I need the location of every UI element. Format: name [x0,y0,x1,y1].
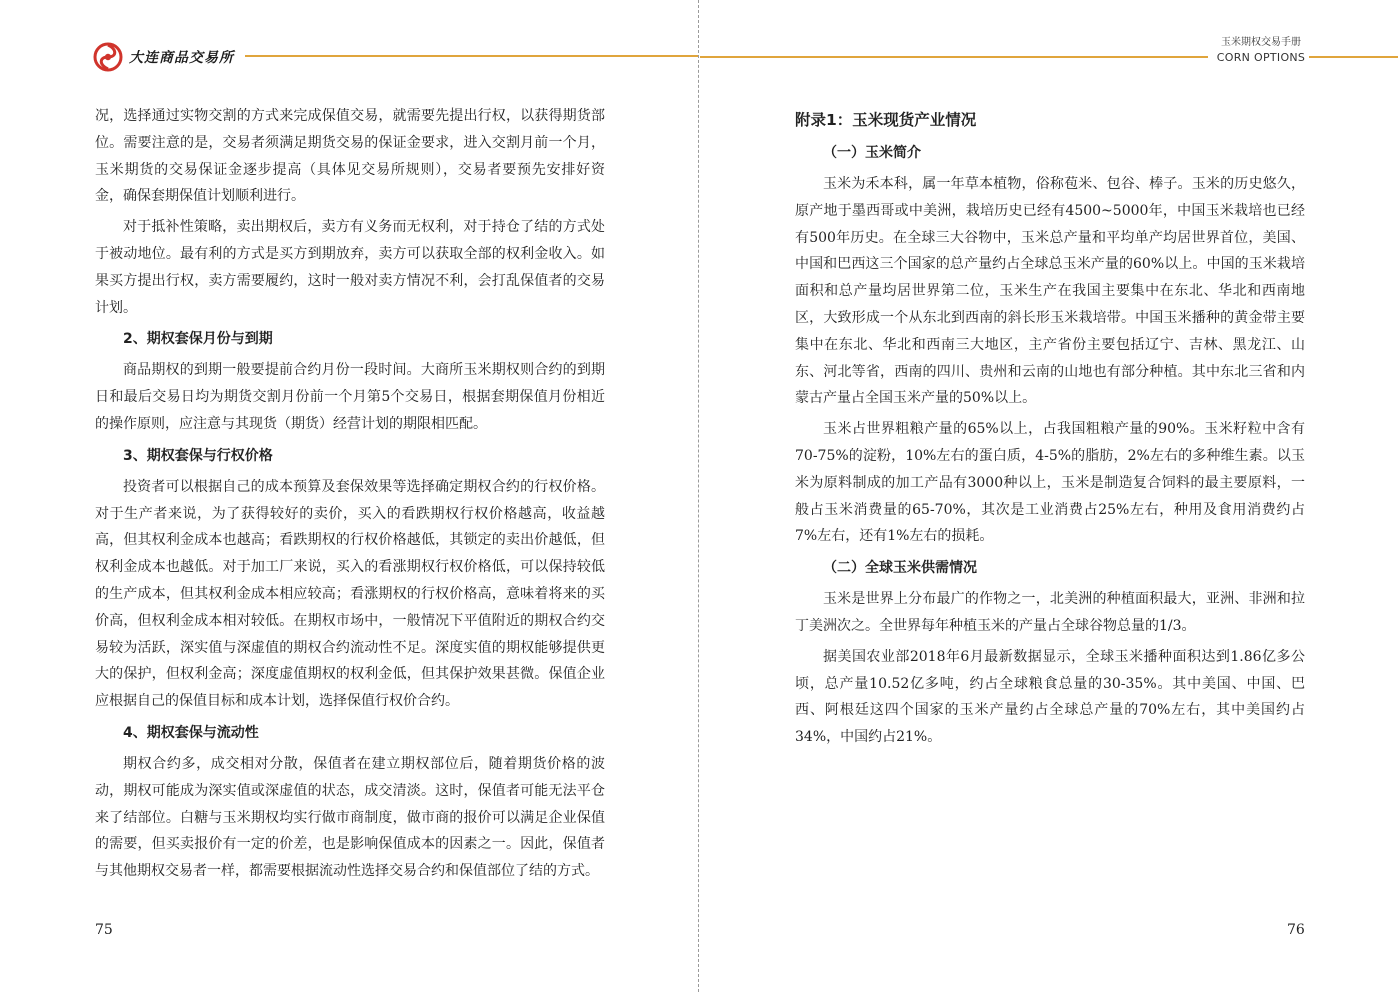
paragraph: 商品期权的到期一般要提前合约月份一段时间。大商所玉米期权则合约的到期日和最后交易日均为期货交割月份前一个月第5个交易日，根据套期保值月份相近的操作原则，应注意与其现货（期货）经营计划的期限相匹配。 [95,362,605,432]
paragraph: 玉米占世界粗粮产量的65%以上，占我国粗粮产量的90%。玉米籽粒中含有70-75%的淀粉，10%左右的蛋白质，4-5%的脂肪，2%左右的多种维生素。以玉米为原料制成的加工产品有3000种以上，玉米是制造复合饲料的最主要原料，一般占玉米消费量的65-70%，其次是工业消费占25%左右，种用及食用消费约占7%左右，还有1%左右的损耗。 [795,421,1305,545]
paragraph: 据美国农业部2018年6月最新数据显示，全球玉米播种面积达到1.86亿多公顷，总产量10.52亿多吨，约占全球粮食总量的30-35%。其中美国、中国、巴西、阿根廷这四个国家的玉米产量约占全球总产量的70%左右，其中美国约占34%，中国约占21%。 [795,648,1305,746]
brand-en: CORN OPTIONS [1216,51,1306,64]
left-page-body [95,103,605,889]
dce-logo [93,41,234,73]
header-rule [1309,56,1398,58]
manual-brand [1216,36,1306,65]
section-heading: （二）全球玉米供需情况 [823,560,977,577]
appendix-title: 附录1：玉米现货产业情况 [795,111,977,129]
logo-text: 大连商品交易所 [129,50,234,66]
paragraph: 期权合约多，成交相对分散，保值者在建立期权部位后，随着期货价格的波动，期权可能成为深实值或深虚值的状态，成交清淡。这时，保值者可能无法平仓来了结部位。白糖与玉米期权均实行做市商制度，做市商的报价可以满足企业保值的需要，但买卖报价有一定的价差，也是影响保值成本的因素之一。因此，保值者与其他期权交易者一样，都需要根据流动性选择交易合约和保值部位了结的方式。 [95,755,605,880]
dce-logo-icon [93,42,123,72]
paragraph: 玉米是世界上分布最广的作物之一，北美洲的种植面积最大，亚洲、非洲和拉丁美洲次之。全世界每年种植玉米的产量占全球谷物总量的1/3。 [795,591,1305,634]
section-heading: 3、期权套保与行权价格 [123,447,273,464]
paragraph: 投资者可以根据自己的成本预算及套保效果等选择确定期权合约的行权价格。对于生产者来说，为了获得较好的卖价，买入的看跌期权行权价格越高，收益越高，但其权利金成本也越高；看跌期权的行权价格越低，其锁定的卖出价越低，但权利金成本也越低。对于加工厂来说，买入的看涨期权行权价格低，可以保持较低的生产成本，但其权利金成本相应较高；看涨期权的行权价格高，意味着将来的买价高，但权利金成本相对较低。在期权市场中，一般情况下平值附近的期权合约交易较为活跃，深实值与深虚值的期权合约流动性不足。深度实值的期权能够提供更大的保护，但权利金高；深度虚值期权的权利金低，但其保护效果甚微。保值企业应根据自己的保值目标和成本计划，选择保值行权价合约。 [95,478,605,710]
paragraph: 玉米为禾本科，属一年草本植物，俗称苞米、包谷、棒子。玉米的历史悠久，原产地于墨西哥或中美洲，栽培历史已经有4500~5000年，中国玉米栽培也已经有500年历史。在全球三大谷物中，玉米总产量和平均单产均居世界首位，美国、中国和巴西这三个国家的总产量约占全球总玉米产量的60%以上。中国的玉米栽培面积和总产量均居世界第二位，玉米生产在我国主要集中在东北、华北和西南地区，大致形成一个从东北到西南的斜长形玉米栽培带。中国玉米播种的黄金带主要集中在东北、华北和西南三大地区，主产省份主要包括辽宁、吉林、黑龙江、山东、河北等省，西南的四川、贵州和云南的山地也有部分种植。其中东北三省和内蒙古产量占全国玉米产量的50%以上。 [795,176,1305,407]
header-rule [245,55,698,57]
paragraph: 对于抵补性策略，卖出期权后，卖方有义务而无权利，对于持仓了结的方式处于被动地位。最有利的方式是买方到期放弃，卖方可以获取全部的权利金收入。如果买方提出行权，卖方需要履约，这时一般对卖方情况不利，会打乱保值者的交易计划。 [95,219,605,316]
page-number: 76 [1287,922,1305,938]
brand-cn: 玉米期权交易手册 [1221,37,1301,48]
section-heading: 4、期权套保与流动性 [123,724,259,741]
header-rule [700,56,1208,58]
page-number: 75 [95,922,113,938]
section-heading: （一）玉米简介 [823,145,921,161]
paragraph: 况，选择通过实物交割的方式来完成保值交易，就需要先提出行权，以获得期货部位。需要注意的是，交易者须满足期货交易的保证金要求，进入交割月前一个月，玉米期货的交易保证金逐步提高（具体见交易所规则），交易者要预先安排好资金，确保套期保值计划顺利进行。 [95,108,605,205]
right-page [699,0,1398,992]
right-page-body [795,105,1305,755]
section-heading: 2、期权套保月份与到期 [123,331,273,348]
